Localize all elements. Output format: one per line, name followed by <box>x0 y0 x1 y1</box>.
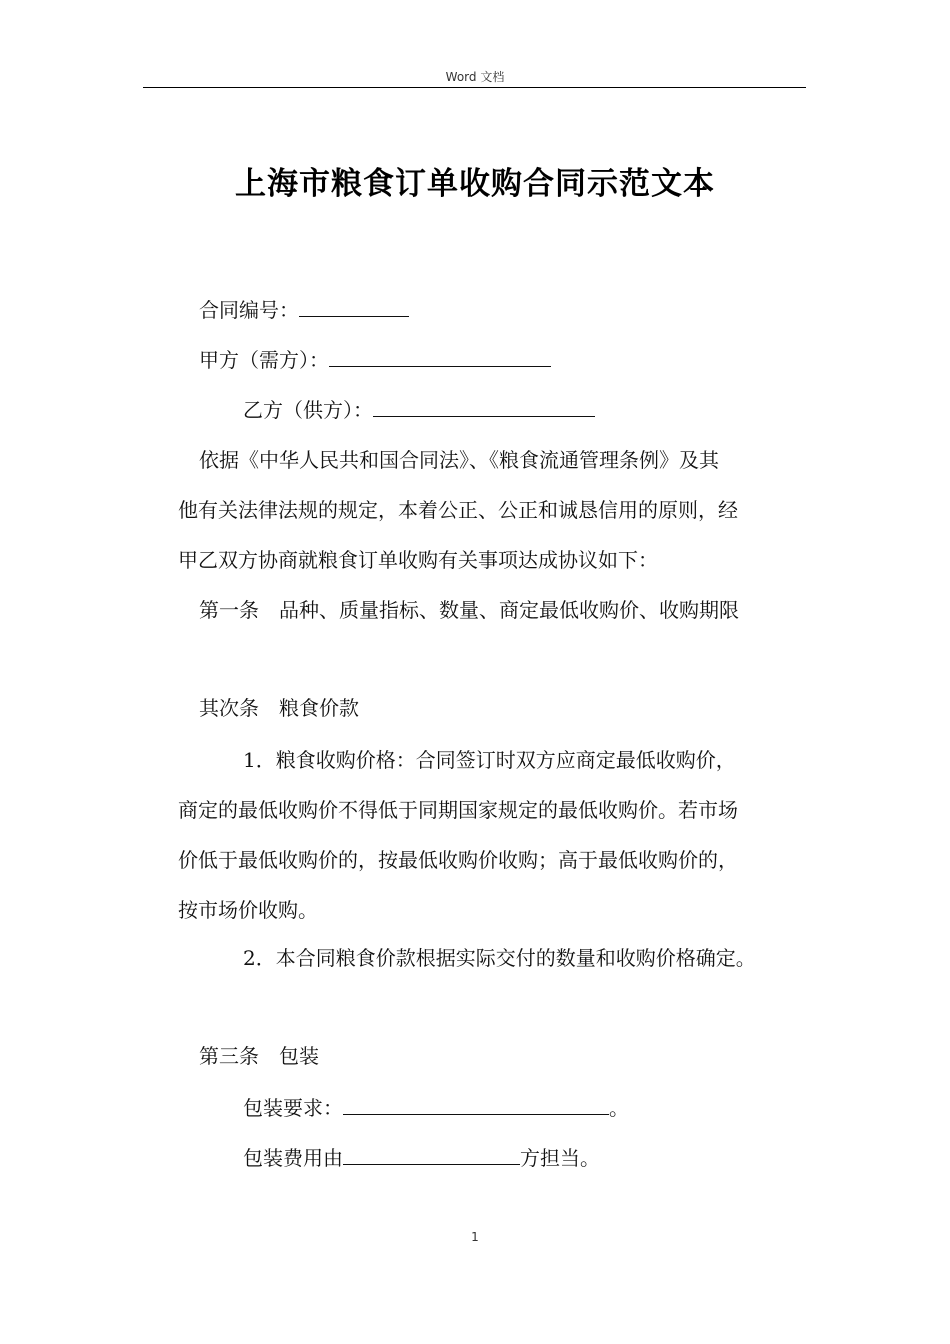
article-1-heading: 第一条 品种、质量指标、数量、商定最低收购价、收购期限 <box>199 598 739 622</box>
packaging-fee-end: 方担当。 <box>520 1146 600 1170</box>
packaging-fee-label: 包装费用由 <box>243 1146 343 1170</box>
party-b-blank[interactable] <box>373 396 595 417</box>
article-2-item-1-line-2: 商定的最低收购价不得低于同期国家规定的最低收购价。若市场 <box>178 798 738 822</box>
article-2-item-1-line-4: 按市场价收购。 <box>178 898 318 922</box>
party-a-blank[interactable] <box>329 346 551 367</box>
contract-number-line <box>199 296 409 324</box>
packaging-fee-line <box>243 1144 600 1172</box>
party-b-label: 乙方（供方）： <box>243 398 373 422</box>
packaging-requirement-line <box>243 1094 629 1122</box>
contract-number-label: 合同编号： <box>199 298 299 322</box>
intro-line-1: 依据《中华人民共和国合同法》、《粮食流通管理条例》及其 <box>199 448 719 472</box>
document-title: 上海市粮食订单收购合同示范文本 <box>235 166 715 202</box>
header-rule <box>143 87 806 88</box>
packaging-requirement-end: 。 <box>609 1096 629 1120</box>
article-2-item-2: 2．本合同粮食价款根据实际交付的数量和收购价格确定。 <box>243 946 756 970</box>
packaging-requirement-blank[interactable] <box>343 1094 609 1115</box>
article-2-heading: 其次条 粮食价款 <box>199 696 359 720</box>
packaging-requirement-label: 包装要求： <box>243 1096 343 1120</box>
article-3-heading: 第三条 包装 <box>199 1044 319 1068</box>
contract-number-blank[interactable] <box>299 296 409 317</box>
intro-line-2: 他有关法律法规的规定，本着公正、公正和诚恳信用的原则，经 <box>178 498 738 522</box>
page-header: Word 文档 <box>445 70 505 84</box>
intro-line-3: 甲乙双方协商就粮食订单收购有关事项达成协议如下： <box>178 548 658 572</box>
article-2-item-1-line-1: 1．粮食收购价格：合同签订时双方应商定最低收购价， <box>243 748 736 772</box>
party-a-line <box>199 346 551 374</box>
article-2-item-1-line-3: 价低于最低收购价的，按最低收购价收购；高于最低收购价的， <box>178 848 738 872</box>
party-a-label: 甲方（需方）： <box>199 348 329 372</box>
page-number: 1 <box>471 1230 479 1244</box>
party-b-line <box>243 396 595 424</box>
packaging-fee-blank[interactable] <box>343 1144 520 1165</box>
